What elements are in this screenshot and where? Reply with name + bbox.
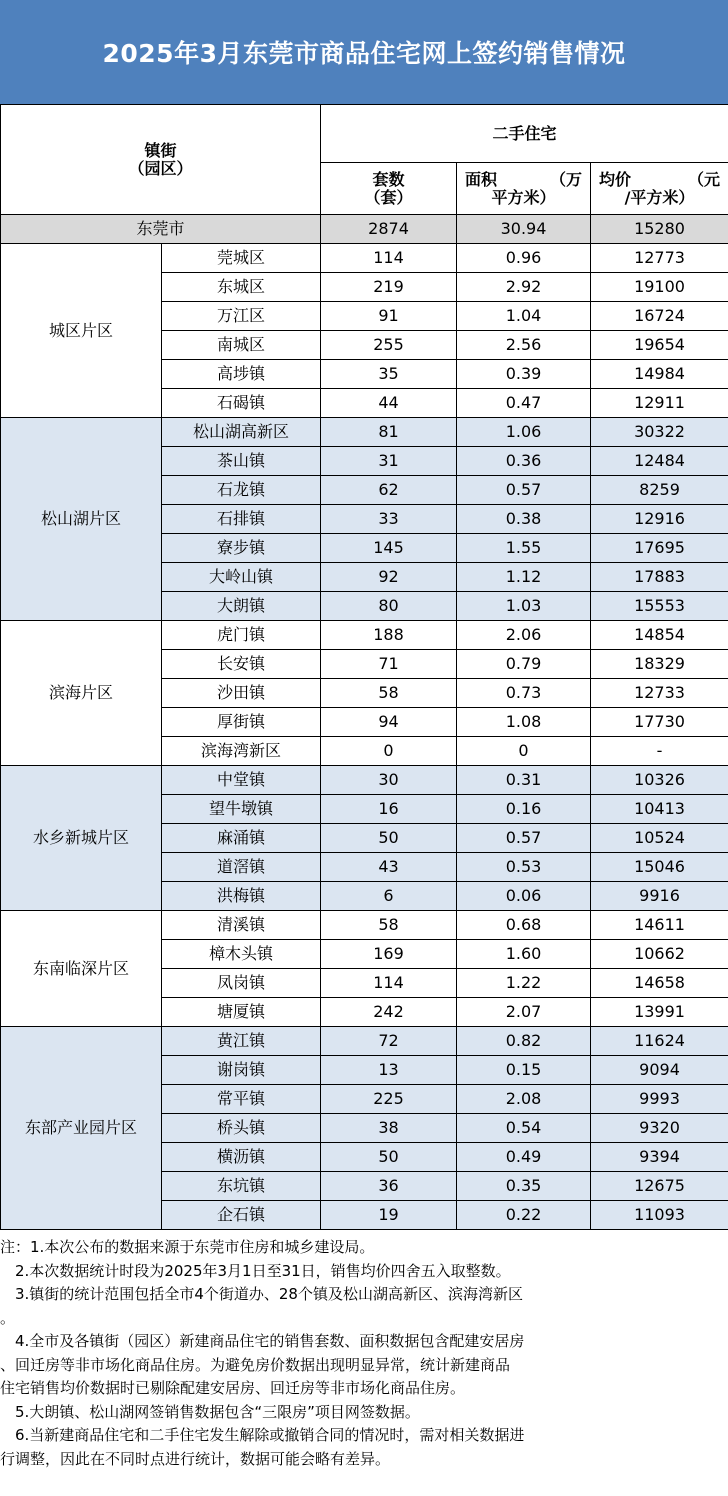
units-cell: 91 bbox=[321, 302, 457, 331]
town-name: 塘厦镇 bbox=[162, 998, 321, 1027]
price-cell: 14658 bbox=[591, 969, 728, 998]
sales-table bbox=[0, 104, 728, 1230]
area-cell: 1.03 bbox=[457, 592, 591, 621]
area-cell: 0.54 bbox=[457, 1114, 591, 1143]
price-cell: 12675 bbox=[591, 1172, 728, 1201]
units-cell: 225 bbox=[321, 1085, 457, 1114]
price-column-header bbox=[591, 163, 728, 215]
units-cell: 80 bbox=[321, 592, 457, 621]
town-name: 松山湖高新区 bbox=[162, 418, 321, 447]
table-row bbox=[1, 911, 728, 940]
units-cell: 43 bbox=[321, 853, 457, 882]
units-cell: 255 bbox=[321, 331, 457, 360]
units-cell: 35 bbox=[321, 360, 457, 389]
table-row bbox=[1, 1027, 728, 1056]
units-cell: 50 bbox=[321, 1143, 457, 1172]
units-cell: 13 bbox=[321, 1056, 457, 1085]
town-name: 厚街镇 bbox=[162, 708, 321, 737]
town-name: 东坑镇 bbox=[162, 1172, 321, 1201]
note-line: 注：1.本次公布的数据来源于东莞市住房和城乡建设局。 bbox=[0, 1238, 375, 1256]
town-name: 凤岗镇 bbox=[162, 969, 321, 998]
units-cell: 58 bbox=[321, 911, 457, 940]
district-group-name: 水乡新城片区 bbox=[1, 766, 162, 911]
price-cell: 10662 bbox=[591, 940, 728, 969]
area-cell: 0.15 bbox=[457, 1056, 591, 1085]
town-name: 莞城区 bbox=[162, 244, 321, 273]
total-name: 东莞市 bbox=[1, 215, 321, 244]
price-cell: 15553 bbox=[591, 592, 728, 621]
price-cell: 9394 bbox=[591, 1143, 728, 1172]
town-name: 虎门镇 bbox=[162, 621, 321, 650]
units-cell: 72 bbox=[321, 1027, 457, 1056]
area-cell: 0.06 bbox=[457, 882, 591, 911]
area-cell: 1.60 bbox=[457, 940, 591, 969]
district-group-name: 东南临深片区 bbox=[1, 911, 162, 1027]
area-cell: 0.22 bbox=[457, 1201, 591, 1230]
area-cell: 2.56 bbox=[457, 331, 591, 360]
units-cell: 36 bbox=[321, 1172, 457, 1201]
price-cell: 10413 bbox=[591, 795, 728, 824]
town-header-line2: （园区） bbox=[128, 158, 193, 178]
area-cell: 0.49 bbox=[457, 1143, 591, 1172]
price-cell: 9320 bbox=[591, 1114, 728, 1143]
units-header-line2: （套） bbox=[364, 187, 413, 207]
town-name: 大岭山镇 bbox=[162, 563, 321, 592]
area-cell: 2.06 bbox=[457, 621, 591, 650]
units-cell: 38 bbox=[321, 1114, 457, 1143]
town-name: 茶山镇 bbox=[162, 447, 321, 476]
area-cell: 1.04 bbox=[457, 302, 591, 331]
town-name: 沙田镇 bbox=[162, 679, 321, 708]
town-name: 谢岗镇 bbox=[162, 1056, 321, 1085]
note-line: 4.全市及各镇街（园区）新建商品住宅的销售套数、面积数据包含配建安居房 bbox=[0, 1332, 525, 1350]
area-cell: 0.73 bbox=[457, 679, 591, 708]
district-group-name: 松山湖片区 bbox=[1, 418, 162, 621]
town-name: 寮步镇 bbox=[162, 534, 321, 563]
price-cell: 10326 bbox=[591, 766, 728, 795]
area-cell: 1.06 bbox=[457, 418, 591, 447]
town-name: 企石镇 bbox=[162, 1201, 321, 1230]
units-cell: 94 bbox=[321, 708, 457, 737]
area-cell: 0.57 bbox=[457, 476, 591, 505]
town-name: 横沥镇 bbox=[162, 1143, 321, 1172]
town-name: 石碣镇 bbox=[162, 389, 321, 418]
table-row bbox=[1, 766, 728, 795]
town-name: 洪梅镇 bbox=[162, 882, 321, 911]
category-header: 二手住宅 bbox=[321, 105, 728, 163]
area-cell: 0.57 bbox=[457, 824, 591, 853]
total-row bbox=[1, 215, 728, 244]
price-header-line1: 均价 bbox=[599, 169, 632, 189]
note-line: 、回迁房等非市场化商品住房。为避免房价数据出现明显异常，统计新建商品 bbox=[0, 1355, 511, 1374]
note-line: 住宅销售均价数据时已剔除配建安居房、回迁房等非市场化商品住房。 bbox=[0, 1379, 466, 1397]
area-cell: 1.55 bbox=[457, 534, 591, 563]
note-line: 3.镇街的统计范围包括全市4个街道办、28个镇及松山湖高新区、滨海湾新区 bbox=[0, 1285, 523, 1303]
units-cell: 92 bbox=[321, 563, 457, 592]
table-row bbox=[1, 418, 728, 447]
area-cell: 0.79 bbox=[457, 650, 591, 679]
price-cell: 14611 bbox=[591, 911, 728, 940]
page-title: 2025年3月东莞市商品住宅网上签约销售情况 bbox=[0, 0, 728, 104]
price-cell: 17730 bbox=[591, 708, 728, 737]
units-cell: 33 bbox=[321, 505, 457, 534]
units-cell: 188 bbox=[321, 621, 457, 650]
units-cell: 30 bbox=[321, 766, 457, 795]
area-header-unit: （万 bbox=[550, 169, 583, 189]
town-name: 南城区 bbox=[162, 331, 321, 360]
total-price: 15280 bbox=[591, 215, 728, 244]
price-cell: 11624 bbox=[591, 1027, 728, 1056]
town-name: 石排镇 bbox=[162, 505, 321, 534]
area-cell: 0.68 bbox=[457, 911, 591, 940]
area-cell: 1.22 bbox=[457, 969, 591, 998]
price-cell: 9993 bbox=[591, 1085, 728, 1114]
units-cell: 44 bbox=[321, 389, 457, 418]
area-header-line2: 平方米） bbox=[491, 187, 556, 207]
town-name: 麻涌镇 bbox=[162, 824, 321, 853]
price-cell: 14854 bbox=[591, 621, 728, 650]
area-cell: 0.96 bbox=[457, 244, 591, 273]
town-name: 石龙镇 bbox=[162, 476, 321, 505]
area-cell: 1.12 bbox=[457, 563, 591, 592]
town-name: 黄江镇 bbox=[162, 1027, 321, 1056]
total-area: 30.94 bbox=[457, 215, 591, 244]
price-cell: 9916 bbox=[591, 882, 728, 911]
units-cell: 19 bbox=[321, 1201, 457, 1230]
town-name: 道滘镇 bbox=[162, 853, 321, 882]
units-cell: 219 bbox=[321, 273, 457, 302]
price-cell: 9094 bbox=[591, 1056, 728, 1085]
units-cell: 169 bbox=[321, 940, 457, 969]
area-cell: 0.31 bbox=[457, 766, 591, 795]
price-cell: 16724 bbox=[591, 302, 728, 331]
town-name: 望牛墩镇 bbox=[162, 795, 321, 824]
price-cell: 10524 bbox=[591, 824, 728, 853]
price-cell: 13991 bbox=[591, 998, 728, 1027]
price-cell: 19100 bbox=[591, 273, 728, 302]
district-group-name: 滨海片区 bbox=[1, 621, 162, 766]
units-cell: 31 bbox=[321, 447, 457, 476]
note-line: 行调整，因此在不同时点进行统计，数据可能会略有差异。 bbox=[0, 1449, 391, 1468]
price-cell: - bbox=[591, 737, 728, 766]
town-name: 常平镇 bbox=[162, 1085, 321, 1114]
area-cell: 0.35 bbox=[457, 1172, 591, 1201]
district-group-name: 东部产业园片区 bbox=[1, 1027, 162, 1230]
price-cell: 12916 bbox=[591, 505, 728, 534]
town-name: 东城区 bbox=[162, 273, 321, 302]
area-cell: 0 bbox=[457, 737, 591, 766]
note-line: 2.本次数据统计时段为2025年3月1日至31日，销售均价四舍五入取整数。 bbox=[0, 1261, 511, 1280]
price-cell: 8259 bbox=[591, 476, 728, 505]
units-cell: 114 bbox=[321, 969, 457, 998]
units-cell: 114 bbox=[321, 244, 457, 273]
price-cell: 12773 bbox=[591, 244, 728, 273]
price-cell: 12733 bbox=[591, 679, 728, 708]
area-cell: 2.08 bbox=[457, 1085, 591, 1114]
units-cell: 16 bbox=[321, 795, 457, 824]
note-line: 5.大朗镇、松山湖网签销售数据包含“三限房”项目网签数据。 bbox=[0, 1402, 420, 1421]
area-cell: 0.53 bbox=[457, 853, 591, 882]
area-column-header bbox=[457, 163, 591, 215]
price-cell: 19654 bbox=[591, 331, 728, 360]
town-name: 中堂镇 bbox=[162, 766, 321, 795]
units-column-header bbox=[321, 163, 457, 215]
units-cell: 145 bbox=[321, 534, 457, 563]
note-line: 6.当新建商品住宅和二手住宅发生解除或撤销合同的情况时，需对相关数据进 bbox=[0, 1426, 525, 1444]
area-cell: 0.38 bbox=[457, 505, 591, 534]
units-cell: 50 bbox=[321, 824, 457, 853]
town-name: 滨海湾新区 bbox=[162, 737, 321, 766]
area-cell: 2.92 bbox=[457, 273, 591, 302]
price-cell: 18329 bbox=[591, 650, 728, 679]
area-cell: 2.07 bbox=[457, 998, 591, 1027]
area-cell: 0.82 bbox=[457, 1027, 591, 1056]
price-header-line2: /平方米） bbox=[624, 187, 695, 207]
area-cell: 0.39 bbox=[457, 360, 591, 389]
units-cell: 81 bbox=[321, 418, 457, 447]
town-name: 万江区 bbox=[162, 302, 321, 331]
units-cell: 62 bbox=[321, 476, 457, 505]
district-group-name: 城区片区 bbox=[1, 244, 162, 418]
price-cell: 14984 bbox=[591, 360, 728, 389]
town-header-line1: 镇街 bbox=[144, 140, 177, 160]
note-line: 。 bbox=[0, 1308, 16, 1327]
town-name: 高埗镇 bbox=[162, 360, 321, 389]
units-cell: 0 bbox=[321, 737, 457, 766]
total-units: 2874 bbox=[321, 215, 457, 244]
table-row bbox=[1, 621, 728, 650]
area-cell: 1.08 bbox=[457, 708, 591, 737]
price-cell: 11093 bbox=[591, 1201, 728, 1230]
price-cell: 17883 bbox=[591, 563, 728, 592]
table-row bbox=[1, 244, 728, 273]
area-header-line1: 面积 bbox=[465, 169, 498, 189]
town-column-header bbox=[1, 105, 321, 215]
notes bbox=[0, 1236, 728, 1471]
units-cell: 58 bbox=[321, 679, 457, 708]
town-name: 大朗镇 bbox=[162, 592, 321, 621]
price-cell: 12911 bbox=[591, 389, 728, 418]
town-name: 樟木头镇 bbox=[162, 940, 321, 969]
price-header-unit: （元 bbox=[688, 169, 721, 189]
price-cell: 30322 bbox=[591, 418, 728, 447]
area-cell: 0.16 bbox=[457, 795, 591, 824]
price-cell: 15046 bbox=[591, 853, 728, 882]
area-cell: 0.36 bbox=[457, 447, 591, 476]
town-name: 长安镇 bbox=[162, 650, 321, 679]
price-cell: 17695 bbox=[591, 534, 728, 563]
town-name: 桥头镇 bbox=[162, 1114, 321, 1143]
area-cell: 0.47 bbox=[457, 389, 591, 418]
units-header-line1: 套数 bbox=[372, 169, 405, 189]
units-cell: 242 bbox=[321, 998, 457, 1027]
units-cell: 6 bbox=[321, 882, 457, 911]
price-cell: 12484 bbox=[591, 447, 728, 476]
town-name: 清溪镇 bbox=[162, 911, 321, 940]
units-cell: 71 bbox=[321, 650, 457, 679]
